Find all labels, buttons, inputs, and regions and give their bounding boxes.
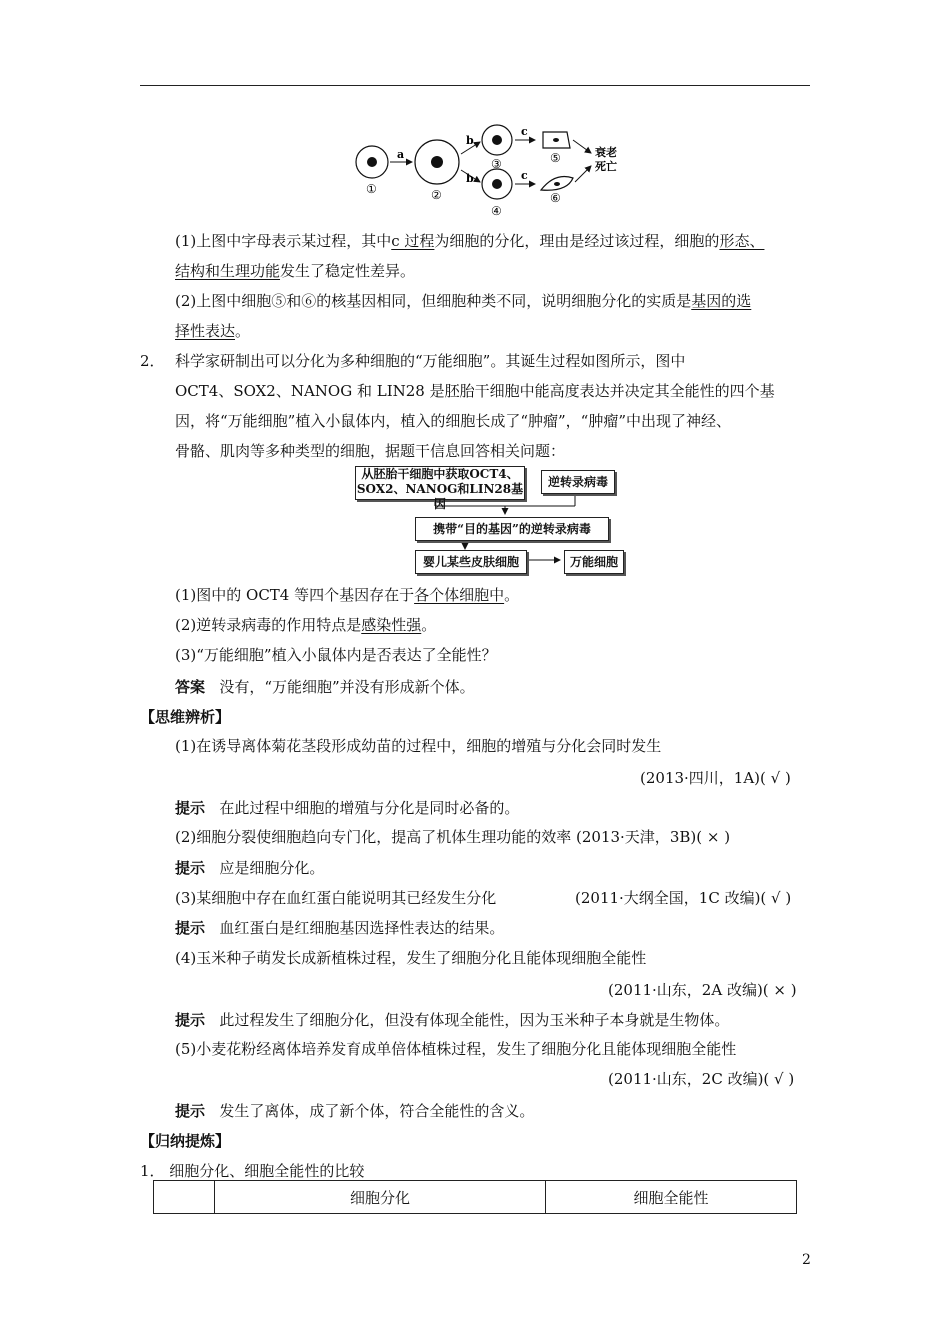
header-rule (140, 85, 810, 86)
q2-sub3: (3)“万能细胞”植入小鼠体内是否表达了全能性？ (175, 646, 497, 664)
q2-sub2: (2)逆转录病毒的作用特点是感染性强。 (175, 616, 437, 634)
arrow-a-label: a (397, 148, 405, 161)
q1-part2-line1: (2)上图中细胞⑤和⑥的核基因相同，但细胞种类不同，说明细胞分化的实质是基因的选 (175, 292, 752, 310)
flow-box-universal-cell: 万能细胞 (564, 550, 624, 574)
q1-part1-line1: (1)上图中字母表示某过程，其中c 过程为细胞的分化，理由是经过该过程，细胞的形态、 (175, 232, 765, 250)
flow-box-retrovirus: 逆转录病毒 (541, 470, 615, 494)
q2-sub1: (1)图中的 OCT4 等四个基因存在于各个体细胞中。 (175, 586, 520, 604)
thinking-q2: (2)细胞分裂使细胞趋向专门化，提高了机体生理功能的效率 (2013·天津，3B)( × ) (175, 828, 731, 846)
outcome-label-2: 死亡 (595, 160, 617, 173)
thinking-q1: (1)在诱导离体菊花茎段形成幼苗的过程中，细胞的增殖与分化会同时发生 (175, 737, 662, 755)
svg-text:b: b (466, 172, 474, 185)
svg-text:③: ③ (491, 157, 502, 171)
thinking-hint3: 提示 血红蛋白是红细胞基因选择性表达的结果。 (175, 919, 505, 937)
svg-text:c: c (521, 125, 528, 138)
flow-box-gene-source: 从胚胎干细胞中获取OCT4、 SOX2、NANOG和LIN28基因 (356, 467, 524, 511)
thinking-hint4: 提示 此过程发生了细胞分化，但没有体现全能性，因为玉米种子本身就是生物体。 (175, 1011, 730, 1029)
thinking-q5: (5)小麦花粉经离体培养发育成单倍体植株过程，发生了细胞分化且能体现细胞全能性 (175, 1040, 737, 1058)
thinking-q3: (3)某细胞中存在血红蛋白能说明其已经发生分化 (175, 889, 497, 907)
table-header-cell: 细胞分化 (215, 1181, 546, 1214)
q2-stem-line4: 骨骼、肌肉等多种类型的细胞，据题干信息回答相关问题： (175, 442, 566, 460)
q2-answer: 答案 没有，“万能细胞”并没有形成新个体。 (175, 678, 475, 696)
svg-text:①: ① (366, 182, 377, 196)
svg-text:⑤: ⑤ (550, 151, 561, 165)
thinking-q3-source: (2011·大纲全国，1C 改编)( √ ) (575, 889, 792, 907)
comparison-table (153, 1180, 797, 1214)
q2-stem-line1: 科学家研制出可以分化为多种细胞的“万能细胞”。其诞生过程如图所示，图中 (175, 352, 686, 370)
thinking-hint5: 提示 发生了离体，成了新个体，符合全能性的含义。 (175, 1102, 535, 1120)
thinking-hint2: 提示 应是细胞分化。 (175, 859, 325, 877)
flow-box-skin-cells: 婴儿某些皮肤细胞 (415, 550, 527, 574)
q1-part1-line2: 结构和生理功能发生了稳定性差异。 (175, 262, 416, 280)
q2-stem-line2: OCT4、SOX2、NANOG 和 LIN28 是胚胎干细胞中能高度表达并决定其全能性的四个基 (175, 382, 775, 400)
svg-text:b: b (466, 134, 474, 147)
thinking-q5-source: (2011·山东，2C 改编)( √ ) (608, 1070, 795, 1088)
svg-text:c: c (521, 169, 528, 182)
thinking-q4: (4)玉米种子萌发长成新植株过程，发生了细胞分化且能体现细胞全能性 (175, 949, 647, 967)
thinking-heading: 【思维辨析】 (140, 708, 231, 726)
summary-title: 1． 细胞分化、细胞全能性的比较 (140, 1162, 365, 1180)
q1-part2-line2: 择性表达。 (175, 322, 251, 340)
svg-text:④: ④ (491, 204, 502, 218)
thinking-q1-source: (2013·四川，1A)( √ ) (640, 769, 791, 787)
table-header-cell (154, 1181, 215, 1214)
page-number: 2 (802, 1252, 811, 1268)
q2-stem-line3: 因，将“万能细胞”植入小鼠体内，植入的细胞长成了“肿瘤”，“肿瘤”中出现了神经、 (175, 412, 732, 430)
thinking-q4-source: (2011·山东，2A 改编)( × ) (608, 981, 797, 999)
svg-text:⑥: ⑥ (550, 191, 561, 205)
q2-number: 2． (140, 352, 165, 370)
svg-text:②: ② (431, 188, 442, 202)
flow-box-carrier-virus: 携带“目的基因”的逆转录病毒 (415, 517, 609, 541)
outcome-label-1: 衰老 (595, 146, 617, 159)
summary-heading: 【归纳提炼】 (140, 1132, 231, 1150)
cell-differentiation-diagram (345, 120, 645, 220)
table-header-row (154, 1181, 797, 1214)
thinking-hint1: 提示 在此过程中细胞的增殖与分化是同时必备的。 (175, 799, 520, 817)
table-header-cell: 细胞全能性 (546, 1181, 797, 1214)
